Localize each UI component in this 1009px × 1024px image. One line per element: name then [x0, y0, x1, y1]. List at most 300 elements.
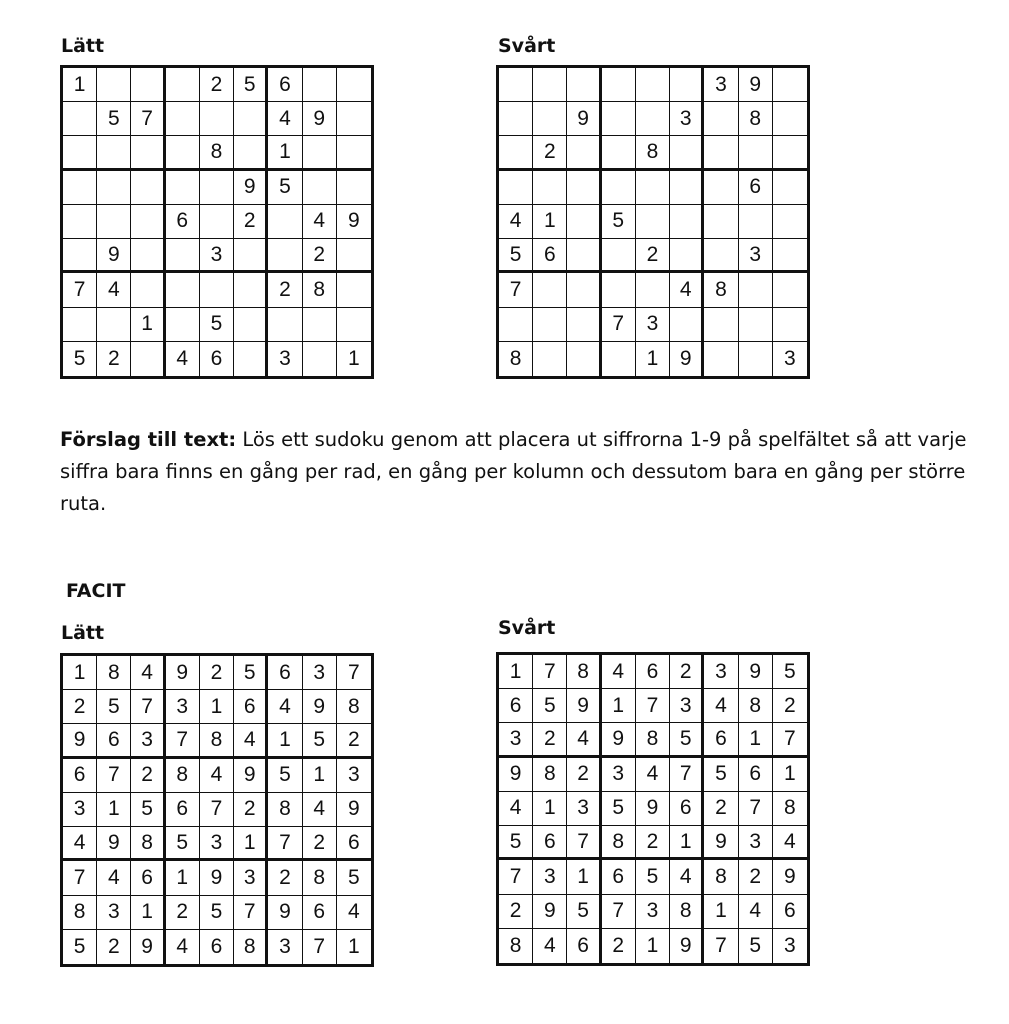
- grid-cell[interactable]: [533, 171, 567, 205]
- grid-cell: 8: [131, 827, 165, 861]
- grid-cell: 2: [234, 793, 268, 827]
- grid-cell: 5: [704, 758, 738, 792]
- grid-cell: 5: [268, 171, 302, 205]
- grid-cell: 6: [200, 342, 234, 376]
- grid-cell: 4: [567, 723, 601, 757]
- grid-cell[interactable]: [602, 342, 636, 376]
- grid-cell[interactable]: [63, 308, 97, 342]
- grid-cell: 1: [670, 826, 704, 860]
- hard-solution-grid: [496, 652, 810, 966]
- grid-cell: 7: [234, 896, 268, 930]
- grid-cell[interactable]: [303, 308, 337, 342]
- grid-cell: 7: [739, 792, 773, 826]
- grid-cell: 3: [602, 758, 636, 792]
- grid-cell: 5: [166, 827, 200, 861]
- grid-cell[interactable]: [499, 102, 533, 136]
- grid-cell: 9: [131, 930, 165, 964]
- grid-cell: 3: [784, 346, 796, 370]
- grid-cell: 4: [337, 896, 371, 930]
- grid-cell: 4: [499, 205, 533, 239]
- grid-cell[interactable]: [234, 102, 268, 136]
- grid-cell[interactable]: [602, 102, 636, 136]
- grid-cell[interactable]: [602, 273, 636, 307]
- grid-cell: 7: [602, 308, 636, 342]
- grid-cell: 6: [131, 861, 165, 895]
- grid-cell[interactable]: [131, 239, 165, 273]
- grid-cell[interactable]: [773, 171, 807, 205]
- grid-cell[interactable]: [533, 68, 567, 102]
- grid-cell: 2: [499, 895, 533, 929]
- grid-cell: 7: [567, 826, 601, 860]
- grid-cell[interactable]: [268, 205, 302, 239]
- grid-cell: 2: [739, 860, 773, 894]
- grid-cell: 4: [739, 895, 773, 929]
- grid-cell: 5: [234, 656, 268, 690]
- grid-cell: 5: [602, 792, 636, 826]
- grid-cell: 9: [567, 102, 601, 136]
- grid-cell[interactable]: [670, 171, 704, 205]
- grid-cell: 9: [268, 896, 302, 930]
- grid-cell: 2: [602, 929, 636, 963]
- grid-cell: 6: [567, 929, 601, 963]
- grid-cell: 9: [704, 826, 738, 860]
- grid-cell: 8: [704, 860, 738, 894]
- grid-cell[interactable]: [131, 136, 165, 170]
- grid-cell: 1: [567, 860, 601, 894]
- grid-cell: 3: [131, 724, 165, 758]
- grid-cell[interactable]: [303, 136, 337, 170]
- grid-cell: 1: [602, 689, 636, 723]
- grid-cell[interactable]: [773, 68, 807, 102]
- instruction-text: [60, 424, 990, 520]
- grid-cell[interactable]: [533, 273, 567, 307]
- grid-cell: 7: [63, 273, 97, 307]
- grid-cell[interactable]: [704, 239, 738, 273]
- grid-cell: 3: [670, 102, 704, 136]
- grid-cell[interactable]: [602, 171, 636, 205]
- grid-cell: 2: [97, 342, 131, 376]
- grid-cell: 4: [131, 656, 165, 690]
- easy-solution-title: Lätt: [61, 622, 105, 644]
- grid-cell: 5: [97, 690, 131, 724]
- grid-cell: 1: [131, 308, 165, 342]
- grid-cell: 6: [533, 826, 567, 860]
- grid-cell[interactable]: [704, 171, 738, 205]
- grid-cell: 2: [636, 826, 670, 860]
- grid-cell: 9: [337, 793, 371, 827]
- grid-cell: 1: [773, 758, 807, 792]
- grid-cell: 3: [268, 930, 302, 964]
- grid-cell: 4: [773, 826, 807, 860]
- grid-cell: 9: [499, 758, 533, 792]
- grid-cell: 2: [268, 273, 302, 307]
- easy-puzzle-grid: [60, 65, 374, 379]
- grid-cell[interactable]: [303, 171, 337, 205]
- grid-cell: 2: [636, 239, 670, 273]
- instruction-body: Lös ett sudoku genom att placera ut siffrorna 1-9 på spelfältet så att varje siffra bara finns en gång per rad, en gång per kolumn och dessutom bara en gång per större ruta.: [60, 428, 967, 515]
- grid-cell: 5: [234, 68, 268, 102]
- grid-cell[interactable]: [636, 273, 670, 307]
- grid-cell: 8: [97, 656, 131, 690]
- grid-cell: 6: [268, 656, 302, 690]
- grid-cell: 9: [670, 929, 704, 963]
- grid-cell: 3: [739, 239, 773, 273]
- grid-cell: 6: [97, 724, 131, 758]
- grid-cell: 3: [234, 861, 268, 895]
- grid-cell: 1: [636, 929, 670, 963]
- grid-cell[interactable]: [234, 273, 268, 307]
- grid-cell: 3: [567, 792, 601, 826]
- grid-cell: 7: [704, 929, 738, 963]
- grid-cell[interactable]: [337, 308, 371, 342]
- grid-cell[interactable]: [337, 171, 371, 205]
- grid-cell: 5: [97, 102, 131, 136]
- grid-cell: 2: [268, 861, 302, 895]
- grid-cell: 3: [636, 308, 670, 342]
- grid-cell[interactable]: [704, 342, 738, 376]
- grid-cell: 1: [348, 346, 360, 370]
- grid-cell[interactable]: [567, 239, 601, 273]
- grid-cell: 7: [97, 759, 131, 793]
- grid-cell: 8: [636, 136, 670, 170]
- grid-cell[interactable]: [63, 205, 97, 239]
- grid-cell: 8: [166, 759, 200, 793]
- grid-cell: 2: [303, 239, 337, 273]
- grid-cell: 1: [200, 690, 234, 724]
- grid-cell: 6: [303, 896, 337, 930]
- grid-cell[interactable]: [337, 68, 371, 102]
- grid-cell[interactable]: [602, 68, 636, 102]
- grid-cell[interactable]: [97, 205, 131, 239]
- grid-cell: 8: [337, 690, 371, 724]
- grid-cell[interactable]: [567, 136, 601, 170]
- grid-cell: 3: [636, 895, 670, 929]
- grid-cell: 5: [63, 930, 97, 964]
- grid-cell: 9: [303, 102, 337, 136]
- grid-cell: 2: [97, 930, 131, 964]
- grid-cell: 1: [636, 342, 670, 376]
- grid-cell[interactable]: [739, 273, 773, 307]
- grid-cell: 6: [670, 792, 704, 826]
- grid-cell: 3: [200, 827, 234, 861]
- grid-cell[interactable]: [704, 102, 738, 136]
- grid-cell: 1: [533, 205, 567, 239]
- grid-cell: 5: [131, 793, 165, 827]
- grid-cell: 1: [268, 724, 302, 758]
- grid-cell: 4: [97, 861, 131, 895]
- grid-cell: 8: [533, 758, 567, 792]
- grid-cell: 1: [348, 934, 360, 958]
- grid-cell: 9: [200, 861, 234, 895]
- grid-cell: 8: [63, 896, 97, 930]
- grid-cell: 8: [704, 273, 738, 307]
- grid-cell: 4: [268, 690, 302, 724]
- grid-cell[interactable]: [773, 102, 807, 136]
- grid-cell: 8: [636, 723, 670, 757]
- grid-cell: 1: [533, 792, 567, 826]
- grid-cell: 2: [670, 655, 704, 689]
- grid-cell[interactable]: [131, 171, 165, 205]
- grid-cell: 3: [739, 826, 773, 860]
- grid-cell: 1: [303, 759, 337, 793]
- grid-cell[interactable]: [533, 342, 567, 376]
- grid-cell[interactable]: [63, 239, 97, 273]
- grid-cell[interactable]: [268, 239, 302, 273]
- grid-cell: 1: [63, 656, 97, 690]
- grid-cell: 6: [533, 239, 567, 273]
- grid-cell: 6: [773, 895, 807, 929]
- grid-cell: 3: [704, 68, 738, 102]
- grid-cell[interactable]: [303, 68, 337, 102]
- grid-cell: 2: [63, 690, 97, 724]
- grid-cell: 3: [337, 759, 371, 793]
- grid-cell: 2: [567, 758, 601, 792]
- grid-cell: 4: [670, 860, 704, 894]
- grid-cell[interactable]: [166, 273, 200, 307]
- grid-cell[interactable]: [704, 136, 738, 170]
- grid-cell: 6: [739, 758, 773, 792]
- grid-cell: 9: [533, 895, 567, 929]
- grid-cell: 2: [200, 68, 234, 102]
- grid-cell: 7: [303, 930, 337, 964]
- grid-cell: 3: [670, 689, 704, 723]
- grid-cell: 5: [268, 759, 302, 793]
- grid-cell[interactable]: [670, 68, 704, 102]
- grid-cell: 8: [670, 895, 704, 929]
- grid-cell: 9: [97, 239, 131, 273]
- grid-cell[interactable]: [670, 308, 704, 342]
- grid-cell: 7: [166, 724, 200, 758]
- instruction-label: Förslag till text:: [60, 428, 237, 451]
- grid-cell[interactable]: [234, 239, 268, 273]
- grid-cell: 6: [704, 723, 738, 757]
- grid-cell[interactable]: [670, 205, 704, 239]
- grid-cell: 1: [268, 136, 302, 170]
- grid-cell[interactable]: [131, 68, 165, 102]
- grid-cell: 9: [166, 656, 200, 690]
- grid-cell[interactable]: [704, 308, 738, 342]
- grid-cell: 2: [704, 792, 738, 826]
- grid-cell: 8: [739, 102, 773, 136]
- grid-cell[interactable]: [533, 308, 567, 342]
- grid-cell[interactable]: [131, 342, 165, 376]
- grid-cell[interactable]: [739, 342, 773, 376]
- grid-cell: 5: [63, 342, 97, 376]
- grid-cell: 5: [200, 896, 234, 930]
- grid-cell: 9: [63, 724, 97, 758]
- grid-cell[interactable]: [739, 136, 773, 170]
- grid-cell[interactable]: [602, 239, 636, 273]
- grid-cell[interactable]: [303, 342, 337, 376]
- grid-cell[interactable]: [499, 68, 533, 102]
- grid-cell[interactable]: [499, 308, 533, 342]
- grid-cell: 7: [337, 656, 371, 690]
- grid-cell[interactable]: [234, 136, 268, 170]
- grid-cell: 4: [166, 930, 200, 964]
- grid-cell[interactable]: [97, 308, 131, 342]
- grid-cell: 6: [200, 930, 234, 964]
- grid-cell: 4: [602, 655, 636, 689]
- grid-cell[interactable]: [567, 308, 601, 342]
- grid-cell: 4: [200, 759, 234, 793]
- grid-cell: 6: [234, 690, 268, 724]
- grid-cell: 8: [773, 792, 807, 826]
- grid-cell: 8: [602, 826, 636, 860]
- grid-cell: 9: [636, 792, 670, 826]
- grid-cell[interactable]: [773, 239, 807, 273]
- grid-cell[interactable]: [739, 205, 773, 239]
- grid-cell: 9: [567, 689, 601, 723]
- grid-cell[interactable]: [166, 68, 200, 102]
- grid-cell: 1: [63, 68, 97, 102]
- grid-cell: 7: [131, 690, 165, 724]
- grid-cell: 4: [636, 758, 670, 792]
- grid-cell[interactable]: [337, 273, 371, 307]
- grid-cell: 6: [602, 860, 636, 894]
- grid-cell: 7: [670, 758, 704, 792]
- grid-cell: 9: [602, 723, 636, 757]
- grid-cell: 9: [773, 860, 807, 894]
- grid-cell[interactable]: [499, 136, 533, 170]
- grid-cell[interactable]: [337, 239, 371, 273]
- grid-cell[interactable]: [567, 342, 601, 376]
- grid-cell[interactable]: [166, 308, 200, 342]
- grid-cell: 4: [533, 929, 567, 963]
- grid-cell[interactable]: [200, 205, 234, 239]
- grid-cell: 8: [499, 342, 533, 376]
- grid-cell[interactable]: [533, 102, 567, 136]
- grid-cell: 4: [166, 342, 200, 376]
- grid-cell: 7: [533, 655, 567, 689]
- grid-cell: 9: [97, 827, 131, 861]
- grid-cell: 6: [636, 655, 670, 689]
- grid-cell: 4: [97, 273, 131, 307]
- grid-cell[interactable]: [567, 273, 601, 307]
- grid-cell: 6: [337, 827, 371, 861]
- grid-cell[interactable]: [773, 273, 807, 307]
- grid-cell: 2: [131, 759, 165, 793]
- grid-cell: 8: [567, 655, 601, 689]
- grid-cell: 5: [303, 724, 337, 758]
- grid-cell[interactable]: [166, 102, 200, 136]
- grid-cell: 6: [166, 205, 200, 239]
- grid-cell[interactable]: [636, 205, 670, 239]
- grid-cell: 3: [63, 793, 97, 827]
- grid-cell: 7: [268, 827, 302, 861]
- grid-cell[interactable]: [234, 308, 268, 342]
- grid-cell[interactable]: [337, 136, 371, 170]
- grid-cell: 8: [739, 689, 773, 723]
- grid-cell: 7: [499, 860, 533, 894]
- facit-heading: FACIT: [66, 580, 126, 602]
- grid-cell[interactable]: [636, 102, 670, 136]
- grid-cell[interactable]: [131, 273, 165, 307]
- grid-cell: 4: [268, 102, 302, 136]
- grid-cell: 3: [303, 656, 337, 690]
- grid-cell: 7: [200, 793, 234, 827]
- easy-puzzle-title: Lätt: [61, 35, 105, 57]
- grid-cell[interactable]: [773, 205, 807, 239]
- grid-cell[interactable]: [234, 342, 268, 376]
- grid-cell[interactable]: [567, 68, 601, 102]
- grid-cell[interactable]: [131, 205, 165, 239]
- grid-cell[interactable]: [166, 171, 200, 205]
- grid-cell: 7: [131, 102, 165, 136]
- grid-cell: 2: [533, 136, 567, 170]
- grid-cell: 2: [234, 205, 268, 239]
- grid-cell: 1: [499, 655, 533, 689]
- easy-solution-grid: [60, 653, 374, 967]
- grid-cell: 5: [670, 723, 704, 757]
- grid-cell: 5: [337, 861, 371, 895]
- grid-cell[interactable]: [97, 68, 131, 102]
- grid-cell[interactable]: [636, 171, 670, 205]
- grid-cell: 2: [303, 827, 337, 861]
- grid-cell[interactable]: [773, 308, 807, 342]
- grid-cell[interactable]: [200, 171, 234, 205]
- grid-cell[interactable]: [567, 205, 601, 239]
- grid-cell: 5: [602, 205, 636, 239]
- grid-cell[interactable]: [567, 171, 601, 205]
- grid-cell: 5: [773, 655, 807, 689]
- grid-cell[interactable]: [63, 136, 97, 170]
- grid-cell: 5: [567, 895, 601, 929]
- grid-cell: 9: [234, 171, 268, 205]
- grid-cell[interactable]: [739, 308, 773, 342]
- grid-cell[interactable]: [337, 102, 371, 136]
- grid-cell[interactable]: [200, 273, 234, 307]
- hard-solution-title: Svårt: [498, 617, 556, 639]
- grid-cell: 7: [636, 689, 670, 723]
- grid-cell: 4: [704, 689, 738, 723]
- grid-cell: 4: [303, 205, 337, 239]
- grid-cell: 9: [337, 205, 371, 239]
- grid-cell[interactable]: [97, 136, 131, 170]
- grid-cell: 8: [303, 273, 337, 307]
- grid-cell[interactable]: [670, 136, 704, 170]
- grid-cell: 2: [773, 689, 807, 723]
- grid-cell[interactable]: [636, 68, 670, 102]
- grid-cell: 8: [268, 793, 302, 827]
- grid-cell: 3: [200, 239, 234, 273]
- grid-cell[interactable]: [499, 171, 533, 205]
- grid-cell: 1: [97, 793, 131, 827]
- grid-cell: 1: [234, 827, 268, 861]
- grid-cell[interactable]: [63, 171, 97, 205]
- grid-cell: 5: [739, 929, 773, 963]
- grid-cell[interactable]: [773, 136, 807, 170]
- grid-cell: 2: [166, 896, 200, 930]
- grid-cell[interactable]: [200, 102, 234, 136]
- grid-cell: 6: [739, 171, 773, 205]
- grid-cell[interactable]: [704, 205, 738, 239]
- grid-cell: 1: [166, 861, 200, 895]
- hard-puzzle-grid: [496, 65, 810, 379]
- grid-cell[interactable]: [166, 239, 200, 273]
- grid-cell[interactable]: [670, 239, 704, 273]
- grid-cell[interactable]: [166, 136, 200, 170]
- grid-cell[interactable]: [602, 136, 636, 170]
- grid-cell: 6: [499, 689, 533, 723]
- grid-cell[interactable]: [97, 171, 131, 205]
- grid-cell[interactable]: [63, 102, 97, 136]
- grid-cell: 5: [636, 860, 670, 894]
- grid-cell: 3: [533, 860, 567, 894]
- grid-cell: 4: [670, 273, 704, 307]
- grid-cell: 4: [234, 724, 268, 758]
- grid-cell[interactable]: [268, 308, 302, 342]
- grid-cell: 3: [97, 896, 131, 930]
